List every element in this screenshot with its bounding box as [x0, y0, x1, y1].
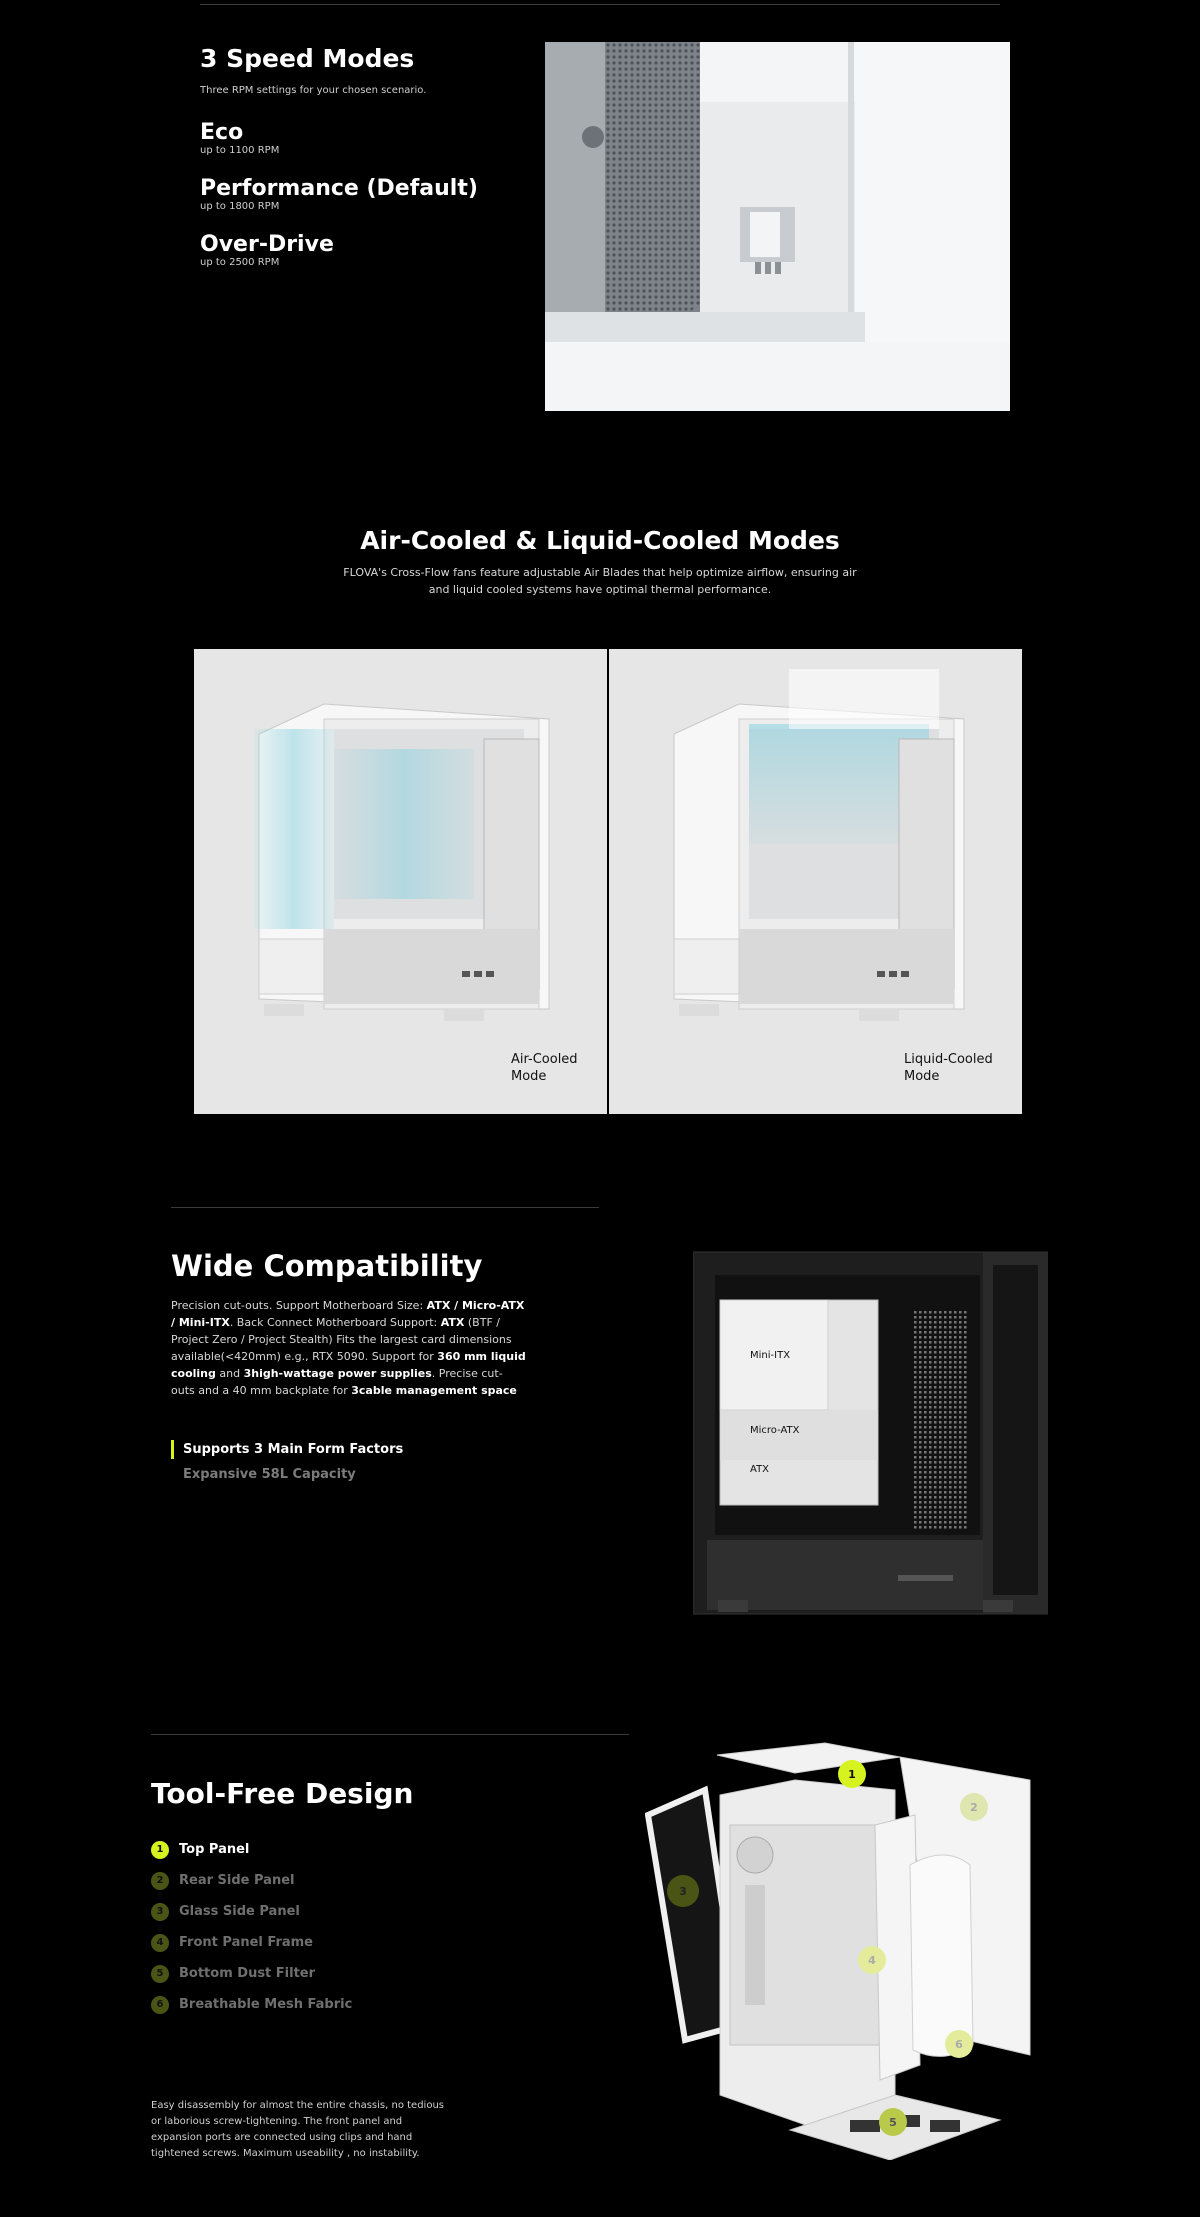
speed-title: 3 Speed Modes: [200, 44, 415, 73]
toolfree-item-label: Bottom Dust Filter: [179, 1966, 316, 1981]
toolfree-item-label: Breathable Mesh Fabric: [179, 1997, 353, 2012]
toolfree-list: [151, 1834, 352, 2020]
board-label-micro-atx: Micro-ATX: [750, 1425, 800, 1436]
top-divider: [200, 4, 1000, 5]
exploded-case-image: [645, 1735, 1035, 2160]
speed-mode-eco: [200, 120, 279, 156]
marker-4[interactable]: 4: [858, 1946, 886, 1974]
toolfree-item-label: Front Panel Frame: [179, 1935, 313, 1950]
air-cooled-label: [511, 1051, 578, 1085]
compat-text-5: . Precise cut-outs and a 40 mm backplate for: [171, 1367, 503, 1397]
toolfree-note: [151, 2098, 444, 2162]
speed-subtitle: Three RPM settings for your chosen scenario.: [200, 85, 427, 96]
cooling-description-line2: and liquid cooled systems have optimal thermal performance.: [428, 583, 772, 596]
compat-bold-4: 3high-wattage power supplies: [243, 1367, 432, 1380]
compat-text-1: Precision cut-outs. Support Motherboard Size:: [171, 1299, 427, 1312]
toolfree-item-label: Top Panel: [179, 1842, 250, 1857]
toolfree-item-label: Glass Side Panel: [179, 1904, 300, 1919]
compat-divider: [171, 1207, 599, 1208]
compat-bold-1: ATX / Micro-ATX / Mini-ITX: [171, 1299, 525, 1329]
compat-bold-2: ATX: [440, 1316, 465, 1329]
compat-case-image: [693, 1250, 1048, 1630]
toolfree-item-label: Rear Side Panel: [179, 1873, 295, 1888]
marker-6[interactable]: 6: [945, 2030, 973, 2058]
air-cooled-case-illustration: [194, 649, 607, 1114]
toolfree-note-line4: tightened screws. Maximum useability , no instability.: [151, 2148, 420, 2159]
toolfree-note-line2: or laborious screw-tightening. The front panel and: [151, 2116, 403, 2127]
compat-title: Wide Compatibility: [171, 1249, 483, 1283]
toolfree-note-line1: Easy disassembly for almost the entire chassis, no tedious: [151, 2100, 444, 2111]
mode-name: Eco: [200, 120, 244, 145]
toolfree-title: Tool-Free Design: [151, 1777, 414, 1810]
compat-bold-3: 360 mm liquid cooling: [171, 1350, 526, 1380]
mode-detail: up to 2500 RPM: [200, 257, 280, 268]
toolfree-item-rear-side-panel[interactable]: [151, 1865, 352, 1896]
mode-detail: up to 1800 RPM: [200, 201, 280, 212]
cooling-description-line1: FLOVA's Cross-Flow fans feature adjustable Air Blades that help optimize airflow, ensuring air: [343, 566, 857, 579]
number-badge-5: 5: [151, 1965, 169, 1983]
toolfree-note-line3: expansion ports are connected using clips and hand: [151, 2132, 413, 2143]
number-badge-6: 6: [151, 1996, 169, 2014]
fan-closeup-illustration: [545, 42, 1010, 411]
toolfree-item-bottom-dust-filter[interactable]: [151, 1958, 352, 1989]
liquid-cooled-case-illustration: [609, 649, 1022, 1114]
liquid-cooled-label: [904, 1051, 993, 1085]
cooling-description: [0, 564, 1200, 598]
air-cooled-label-line2: Mode: [511, 1069, 547, 1084]
liquid-cooled-label-line2: Mode: [904, 1069, 940, 1084]
compat-text-3: (BTF / Project Zero / Project Stealth) Fits the largest card dimensions available(<420mm) e.g., RTX 5090. Support for: [171, 1316, 512, 1363]
mode-name: Performance (Default): [200, 176, 478, 201]
board-label-atx: ATX: [750, 1464, 770, 1475]
number-badge-2: 2: [151, 1872, 169, 1890]
liquid-cooled-panel: [609, 649, 1022, 1114]
toolfree-item-glass-side-panel[interactable]: [151, 1896, 352, 1927]
feature-active-indicator: [171, 1440, 174, 1459]
compat-text-4: and: [215, 1367, 244, 1380]
liquid-cooled-label-line1: Liquid-Cooled: [904, 1052, 993, 1067]
number-badge-1: 1: [151, 1841, 169, 1859]
toolfree-item-front-panel-frame[interactable]: [151, 1927, 352, 1958]
compat-description: [171, 1297, 526, 1399]
board-label-mini-itx: Mini-ITX: [750, 1350, 791, 1361]
mode-name: Over-Drive: [200, 232, 334, 257]
number-badge-4: 4: [151, 1934, 169, 1952]
toolfree-divider: [151, 1734, 629, 1735]
air-cooled-panel: [194, 649, 607, 1114]
fan-closeup-image: [545, 42, 1010, 411]
compat-bold-5: 3cable management space: [351, 1384, 517, 1397]
feature-inactive[interactable]: Expansive 58L Capacity: [183, 1467, 356, 1482]
marker-1[interactable]: 1: [838, 1760, 866, 1788]
compat-case-illustration: [693, 1250, 1048, 1630]
speed-mode-overdrive: [200, 232, 334, 268]
marker-2[interactable]: 2: [960, 1793, 988, 1821]
mode-detail: up to 1100 RPM: [200, 145, 280, 156]
compat-text-2: . Back Connect Motherboard Support:: [229, 1316, 441, 1329]
cooling-title: Air-Cooled & Liquid-Cooled Modes: [360, 526, 840, 555]
toolfree-item-top-panel[interactable]: [151, 1834, 352, 1865]
toolfree-item-breathable-mesh[interactable]: [151, 1989, 352, 2020]
air-cooled-label-line1: Air-Cooled: [511, 1052, 578, 1067]
marker-5[interactable]: 5: [879, 2108, 907, 2136]
number-badge-3: 3: [151, 1903, 169, 1921]
feature-active[interactable]: [171, 1440, 403, 1459]
feature-active-label: Supports 3 Main Form Factors: [183, 1442, 404, 1457]
marker-3[interactable]: 3: [667, 1875, 699, 1907]
speed-mode-performance: [200, 176, 478, 212]
